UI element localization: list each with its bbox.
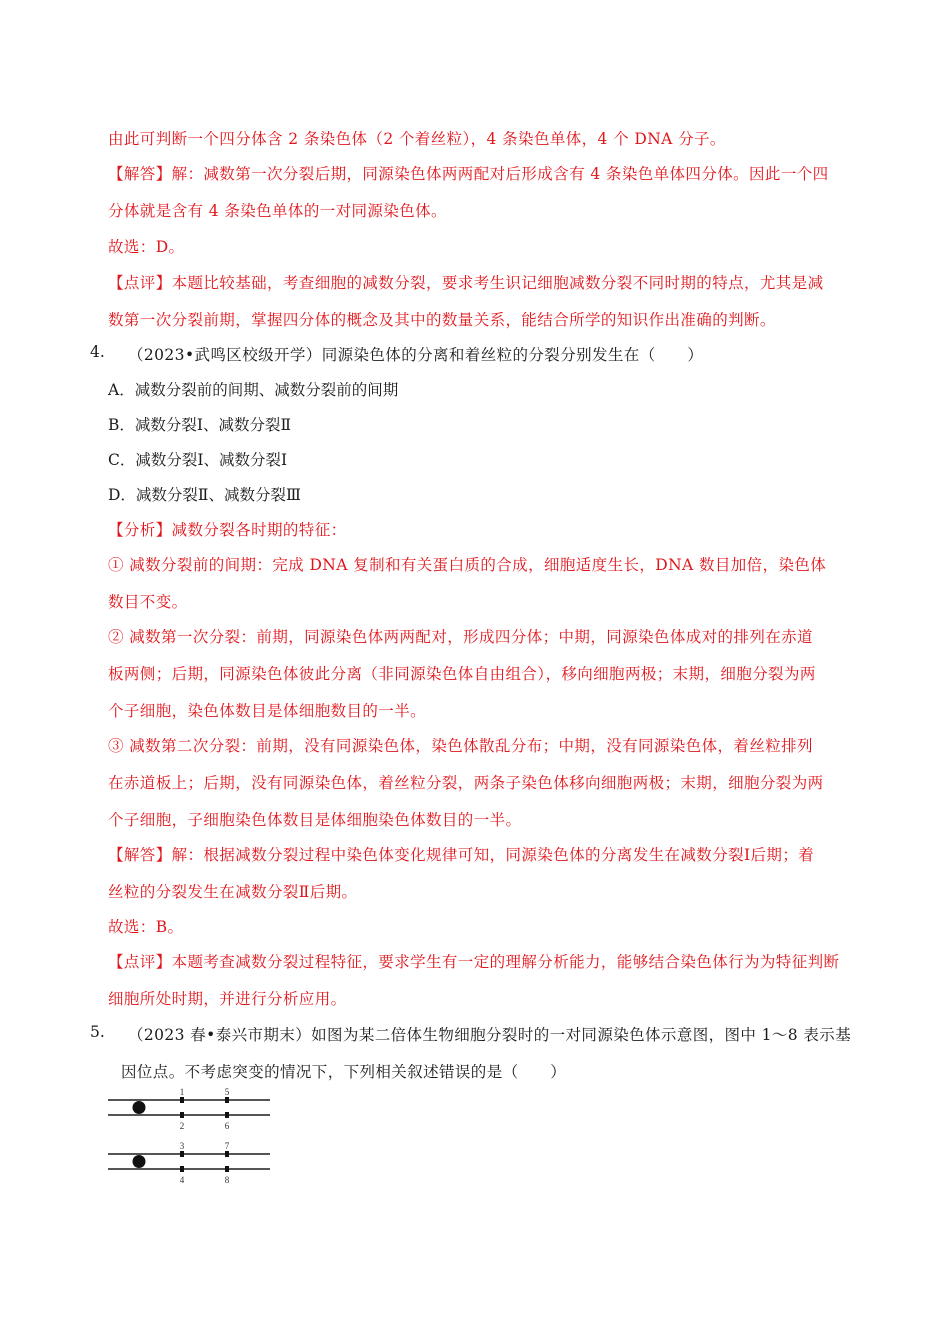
question-4-analysis-1b: 数目不变。 — [108, 593, 188, 611]
question-4-comment-a: 【点评】本题考查减数分裂过程特征，要求学生有一定的理解分析能力，能够结合染色体行为为特征判断 — [108, 953, 840, 971]
gene-label-7: 7 — [224, 1141, 230, 1151]
question-4-stem: （2023•武鸣区校级开学）同源染色体的分离和着丝粒的分裂分别发生在（ ） — [128, 346, 704, 364]
carryover-choice: 故选：D。 — [108, 238, 185, 256]
gene-label-5: 5 — [224, 1088, 230, 1097]
question-4-comment-b: 细胞所处时期，并进行分析应用。 — [108, 990, 347, 1008]
gene-locus-2 — [180, 1112, 184, 1118]
gene-locus-5 — [225, 1097, 229, 1103]
question-4-analysis-2c: 个子细胞，染色体数目是体细胞数目的一半。 — [108, 702, 427, 720]
question-4-analysis-2b: 板两侧；后期，同源染色体彼此分离（非同源染色体自由组合），移向细胞两极；末期，细胞分裂为两 — [108, 665, 816, 683]
question-4-option-c: C．减数分裂Ⅰ、减数分裂Ⅰ — [108, 451, 288, 469]
question-4-choice: 故选：B。 — [108, 918, 184, 936]
question-4-option-a: A．减数分裂前的间期、减数分裂前的间期 — [108, 381, 399, 399]
gene-label-1: 1 — [179, 1088, 185, 1097]
question-4-number: 4. — [90, 343, 105, 361]
carryover-comment-line-2: 数第一次分裂前期，掌握四分体的概念及其中的数量关系，能结合所学的知识作出准确的判断。 — [108, 311, 776, 329]
gene-locus-4 — [180, 1166, 184, 1172]
centromere-lower — [133, 1155, 146, 1168]
homologous-chromosome-diagram — [105, 1088, 275, 1188]
gene-label-3: 3 — [179, 1141, 185, 1151]
question-4-analysis-head: 【分析】减数分裂各时期的特征： — [108, 521, 347, 539]
gene-label-6: 6 — [224, 1121, 230, 1131]
question-4-answer-b: 丝粒的分裂发生在减数分裂Ⅱ后期。 — [108, 883, 358, 901]
question-4-analysis-3b: 在赤道板上；后期，没有同源染色体，着丝粒分裂，两条子染色体移向细胞两极；末期，细胞分裂为两 — [108, 774, 824, 792]
question-4-analysis-2a: ② 减数第一次分裂：前期，同源染色体两两配对，形成四分体；中期，同源染色体成对的排列在赤道 — [108, 628, 813, 646]
gene-label-8: 8 — [224, 1175, 230, 1185]
question-5-number: 5. — [90, 1023, 105, 1041]
gene-locus-1 — [180, 1097, 184, 1103]
gene-label-4: 4 — [179, 1175, 185, 1185]
question-4-analysis-3c: 个子细胞，子细胞染色体数目是体细胞染色体数目的一半。 — [108, 811, 522, 829]
question-4-option-d: D．减数分裂Ⅱ、减数分裂Ⅲ — [108, 486, 301, 504]
gene-label-2: 2 — [179, 1121, 185, 1131]
gene-locus-7 — [225, 1151, 229, 1157]
question-4-answer-a: 【解答】解：根据减数分裂过程中染色体变化规律可知，同源染色体的分离发生在减数分裂Ⅰ后期；着 — [108, 846, 815, 864]
chromosome-upper — [108, 1097, 270, 1118]
carryover-answer-line-2: 分体就是含有 4 条染色单体的一对同源染色体。 — [108, 202, 447, 220]
question-4-option-b: B．减数分裂Ⅰ、减数分裂Ⅱ — [108, 416, 292, 434]
gene-locus-3 — [180, 1151, 184, 1157]
centromere-upper — [133, 1101, 146, 1114]
carryover-line-1: 由此可判断一个四分体含 2 条染色体（2 个着丝粒），4 条染色单体，4 个 DNA 分子。 — [108, 130, 726, 148]
question-5-stem-a: （2023 春•泰兴市期末）如图为某二倍体生物细胞分裂时的一对同源染色体示意图，图中 1～8 表示基 — [128, 1026, 852, 1044]
carryover-answer-line-1: 【解答】解：减数第一次分裂后期，同源染色体两两配对后形成含有 4 条染色单体四分体。因此一个四 — [108, 165, 829, 183]
carryover-comment-line-1: 【点评】本题比较基础，考查细胞的减数分裂，要求考生识记细胞减数分裂不同时期的特点，尤其是减 — [108, 274, 824, 292]
question-5-stem-b: 因位点。不考虑突变的情况下，下列相关叙述错误的是（ ） — [121, 1063, 567, 1081]
gene-locus-6 — [225, 1112, 229, 1118]
chromosome-lower — [108, 1151, 270, 1172]
question-4-analysis-3a: ③ 减数第二次分裂：前期，没有同源染色体，染色体散乱分布；中期，没有同源染色体，着丝粒排列 — [108, 737, 813, 755]
question-4-analysis-1a: ① 减数分裂前的间期：完成 DNA 复制和有关蛋白质的合成，细胞适度生长，DNA 数目加倍，染色体 — [108, 556, 827, 574]
gene-locus-8 — [225, 1166, 229, 1172]
